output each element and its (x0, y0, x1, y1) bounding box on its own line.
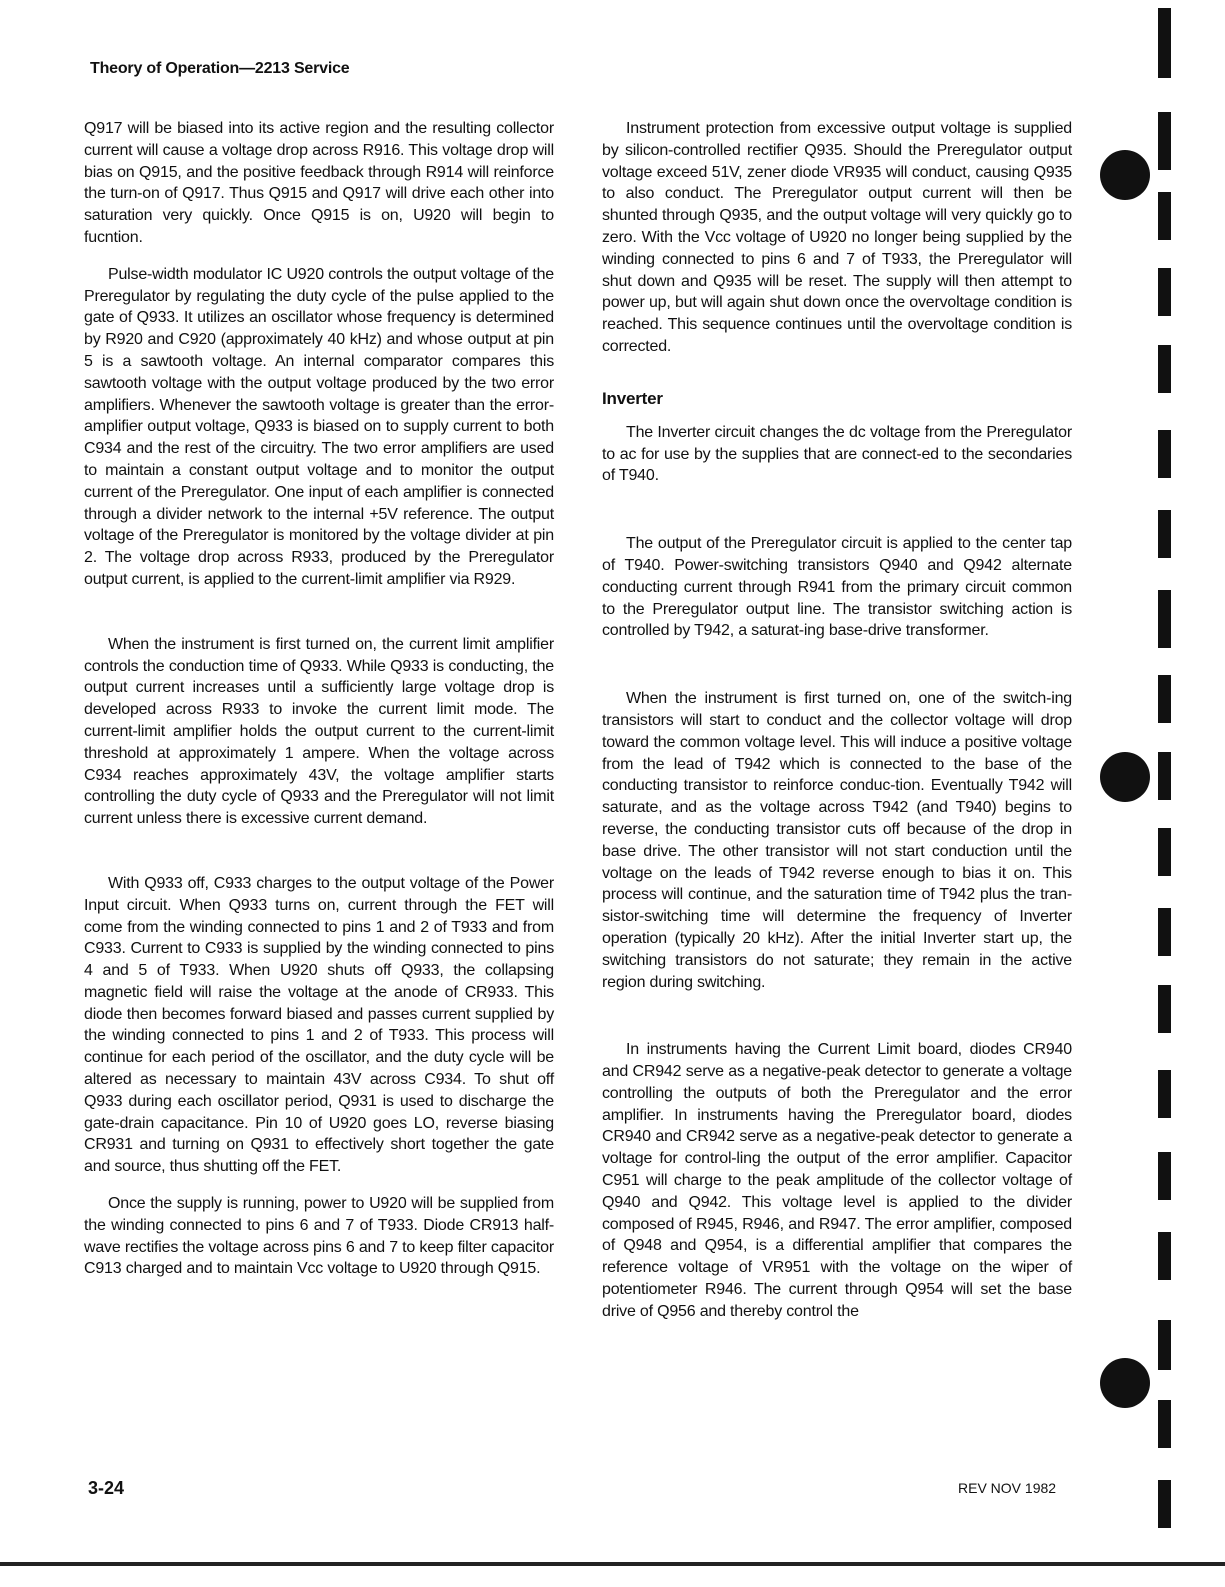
margin-bar (1158, 1152, 1171, 1200)
margin-bar (1158, 112, 1171, 170)
page-header: Theory of Operation—2213 Service (90, 60, 350, 77)
margin-bar (1158, 8, 1171, 78)
paragraph: Once the supply is running, power to U920 will be supplied from the winding connected to pins 6 and 7 of T933. Diode CR913 half-wave rectifies the voltage across pins 6 and 7 to keep filter capacitor C913 charged and to maintain Vcc voltage to U920 through Q915. (84, 1195, 554, 1278)
margin-bar (1158, 192, 1171, 240)
margin-bar (1158, 1480, 1171, 1528)
right-column (602, 118, 1072, 1323)
margin-bar (1158, 1320, 1171, 1370)
paragraph: Pulse-width modulator IC U920 controls the output voltage of the Preregulator by regulating the duty cycle of the pulse applied to the gate of Q933. It utilizes an oscillator whose frequency is determined by R920 and C920 (approximately 40 kHz) and whose output at pin 5 is a sawtooth voltage. An internal comparator compares this sawtooth voltage with the output voltage produced by the two error amplifiers. Whenever the sawtooth voltage is greater than the error-amplifier output voltage, Q933 is biased on to supply current to both C934 and the rest of the circuitry. The two error amplifiers are used to maintain a constant output voltage and to monitor the output current of the Preregulator. One input of each amplifier is connected through a divider network to the internal +5V reference. The output voltage of the Preregulator is monitored by the voltage divider at pin 2. The voltage drop across R933, produced by the Preregulator output current, is applied to the current-limit amplifier via R929. (84, 265, 554, 588)
margin-bar (1158, 345, 1171, 393)
paragraph: The Inverter circuit changes the dc voltage from the Preregulator to ac for use by the supplies that are connect-ed to the secondaries of T940. (602, 423, 1072, 485)
paragraph: The output of the Preregulator circuit is applied to the center tap of T940. Power-switching transistors Q940 and Q942 alternate conducting current through R941 from the primary circuit common to the Preregulator output line. The transistor switching action is controlled by T942, a saturat-ing base-drive transformer. (602, 535, 1072, 640)
revision-date: REV NOV 1982 (958, 1480, 1057, 1496)
margin-bar (1158, 430, 1171, 478)
margin-bar (1158, 675, 1171, 723)
margin-bar (1158, 268, 1171, 316)
margin-bar (1158, 985, 1171, 1033)
margin-bar (1158, 510, 1171, 558)
paragraph: With Q933 off, C933 charges to the output voltage of the Power Input circuit. When Q933 turns on, current through the FET will come from the winding connected to pins 1 and 2 of T933 and from C933. Current to C933 is supplied by the winding connected to pins 4 and 5 of T933. When U920 shuts off Q933, the collapsing magnetic field will raise the voltage at the anode of CR933. This diode then becomes forward biased and passes current supplied by the winding connected to pins 1 and 2 of T933. This process will continue for each period of the oscillator, and the duty cycle will be altered as necessary to maintain 43V across C934. To shut off Q933 during each oscillator period, Q931 is used to discharge the gate-drain capacitance. Pin 10 of U920 goes LO, reverse biasing CR931 and turning on Q931 to effectively short together the gate and source, thus shutting off the FET. (84, 874, 554, 1176)
margin-bar (1158, 1070, 1171, 1118)
margin-bar (1158, 1232, 1171, 1280)
page-number: 3-24 (88, 1478, 125, 1498)
paragraph: When the instrument is first turned on, one of the switch-ing transistors will start to conduct and the collector voltage will drop toward the common voltage level. This will induce a positive voltage from the lead of T942 which is connected to the base of the conducting transistor to reinforce conduc-tion. Eventually T942 will saturate, and as the voltage across T942 (and T940) begins to reverse, the conducting transistor cuts off because of the drop in base drive. The other transistor will not start conduction until the voltage on the leads of T942 reverse enough to bias it on. This process will continue, and the saturation time of T942 plus the tran-sistor-switching time will determine the frequency of Inverter operation (typically 20 kHz). After the initial Inverter start up, the switching transistors do not saturate; they remain in the active region during switching. (602, 690, 1072, 991)
punch-hole (1100, 150, 1150, 200)
paragraph: Instrument protection from excessive output voltage is supplied by silicon-controlled rectifier Q935. Should the Preregulator output voltage exceed 51V, zener diode VR935 will conduct, causing Q935 to also conduct. The Preregulator output current will then be shunted through Q935, and the output voltage will very quickly go to zero. With the Vcc voltage of U920 no longer being supplied by the winding connected to pins 6 and 7 of T933, the Preregulator will shut down and Q935 will be reset. The supply will then attempt to power up, but will again shut down once the overvoltage condition is reached. This sequence continues until the overvoltage condition is corrected. (602, 120, 1072, 355)
left-column (84, 118, 554, 1280)
paragraph: Q917 will be biased into its active region and the resulting collector current will cause a voltage drop across R916. This voltage drop will bias on Q915, and the positive feedback through R914 will reinforce the turn-on of Q917. Thus Q915 and Q917 will drive each other into saturation very quickly. Once Q915 is on, U920 will begin to fucntion. (84, 120, 554, 246)
margin-bar (1158, 1400, 1171, 1448)
paragraph: When the instrument is first turned on, the current limit amplifier controls the conduction time of Q933. While Q933 is conducting, the output current increases until a sufficiently large voltage drop is developed across R933 to invoke the current limit mode. The current-limit amplifier holds the output current to the current-limit threshold at approximately 1 ampere. When the voltage across C934 reaches approximately 43V, the voltage amplifier starts controlling the duty cycle of Q933 and the Preregulator will not limit current unless there is excessive current demand. (84, 635, 554, 828)
margin-bar (1158, 590, 1171, 648)
punch-hole (1100, 752, 1150, 802)
margin-bar (1158, 828, 1171, 876)
margin-bar (1158, 752, 1171, 800)
bottom-rule (0, 1562, 1225, 1566)
section-heading: Inverter (602, 388, 663, 408)
margin-bar (1158, 908, 1171, 956)
paragraph: In instruments having the Current Limit board, diodes CR940 and CR942 serve as a negative-peak detector to generate a voltage controlling the outputs of both the Preregulator and the error amplifier. In instruments having the Preregulator board, diodes CR940 and CR942 serve as a negative-peak detector to generate a voltage for control-ling the output of the error amplifier. Capacitor C951 will charge to the peak amplitude of the collector voltage of Q940 and Q942. This voltage level is applied to the divider composed of R945, R946, and R947. The error amplifier, composed of Q948 and Q954, is a differential amplifier that compares the reference voltage of VR951 with the voltage on the wiper of potentiometer R946. The current through Q954 will set the base drive of Q956 and thereby control the (602, 1041, 1072, 1320)
punch-hole (1100, 1358, 1150, 1408)
